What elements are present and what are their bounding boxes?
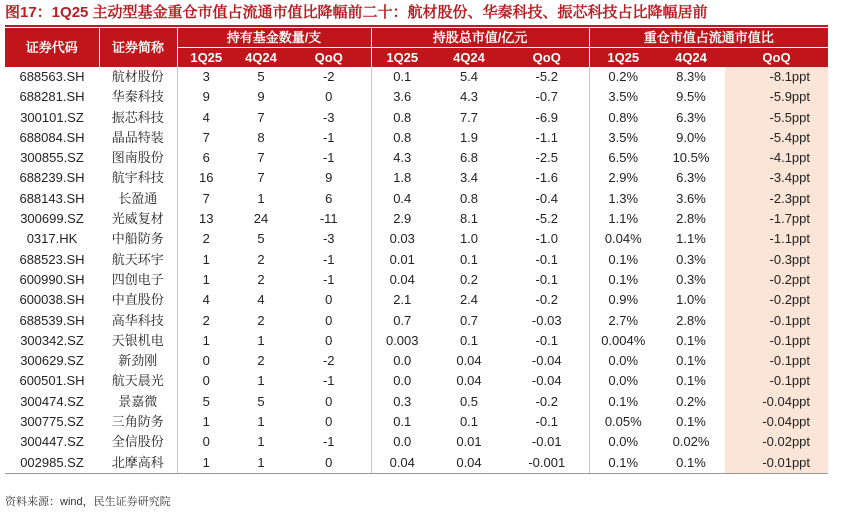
market-value-4q24-cell: 0.04	[433, 453, 505, 474]
market-value-1q25-cell: 0.04	[371, 453, 433, 474]
ratio-1q25-cell: 1.3%	[608, 190, 639, 206]
ratio-4q24-cell: 0.2%	[676, 393, 706, 409]
table-row	[5, 168, 828, 188]
fund-count-qoq-cell: 0	[287, 412, 371, 432]
stock-name-cell: 航宇科技	[99, 168, 177, 188]
subheader-1q25: 1Q25	[177, 48, 235, 68]
market-value-4q24-cell: 3.4	[459, 170, 479, 186]
ratio-qoq-cell: -5.9ppt	[725, 87, 828, 107]
ratio-1q25-cell: 0.0%	[608, 434, 639, 450]
market-value-1q25-cell: 2.9	[393, 211, 412, 227]
table-row	[5, 331, 828, 351]
table-row	[5, 270, 828, 290]
ratio-qoq-cell: -0.1ppt	[725, 311, 828, 331]
market-value-qoq-cell: -0.03	[505, 311, 589, 331]
table-row	[5, 371, 828, 391]
stock-code-cell: 300342.SZ	[20, 332, 84, 348]
market-value-qoq-cell: -5.2	[505, 67, 589, 87]
table-row	[5, 189, 828, 209]
market-value-4q24-cell: 6.8	[459, 150, 479, 166]
ratio-4q24-cell: 8.3%	[676, 69, 706, 84]
ratio-1q25-cell: 0.0%	[608, 373, 639, 389]
table-row	[5, 209, 828, 229]
stock-name-cell: 全信股份	[99, 432, 177, 452]
fund-count-4q24-cell: 1	[257, 332, 265, 348]
fund-count-4q24-cell: 2	[257, 251, 265, 267]
ratio-4q24-cell: 0.3%	[676, 271, 706, 287]
fund-count-1q25-cell: 2	[202, 231, 210, 247]
ratio-qoq-cell: -5.4ppt	[725, 128, 828, 148]
market-value-qoq-cell: -6.9	[505, 108, 589, 128]
market-value-4q24-cell: 0.7	[459, 312, 479, 328]
market-value-1q25-cell: 0.1	[393, 414, 412, 430]
ratio-qoq-cell: -0.1ppt	[725, 331, 828, 351]
table-row	[5, 351, 828, 371]
fund-count-1q25-cell: 13	[199, 211, 214, 227]
ratio-4q24-cell: 0.1%	[676, 353, 706, 369]
fund-count-qoq-cell: -1	[287, 250, 371, 270]
fund-count-1q25-cell: 4	[202, 109, 210, 125]
stock-name-cell: 华秦科技	[99, 87, 177, 107]
fund-count-4q24-cell: 1	[257, 190, 265, 206]
market-value-qoq-cell: -1.1	[505, 128, 589, 148]
ratio-4q24-cell: 2.8%	[676, 312, 706, 328]
fund-count-qoq-cell: -3	[287, 108, 371, 128]
fund-count-qoq-cell: -1	[287, 148, 371, 168]
stock-code-cell: 688281.SH	[19, 89, 85, 105]
ratio-4q24-cell: 1.0%	[676, 292, 706, 308]
fund-count-qoq-cell: -1	[287, 270, 371, 290]
fund-count-4q24-cell: 5	[257, 69, 265, 84]
stock-code-cell: 300101.SZ	[20, 109, 84, 125]
ratio-1q25-cell: 2.9%	[608, 170, 639, 186]
ratio-qoq-cell: -0.1ppt	[725, 371, 828, 391]
market-value-4q24-cell: 0.04	[456, 353, 482, 369]
fund-count-1q25-cell: 0	[202, 434, 210, 450]
stock-code-cell: 688143.SH	[19, 190, 85, 206]
table-row	[5, 67, 828, 87]
header-fund-count: 持有基金数量/支	[177, 28, 371, 48]
header-market-value: 持股总市值/亿元	[371, 28, 589, 48]
market-value-1q25-cell: 0.0	[393, 373, 412, 389]
ratio-1q25-cell: 1.1%	[608, 211, 639, 227]
header-code: 证券代码	[5, 28, 99, 67]
table-body	[5, 67, 828, 473]
market-value-4q24-cell: 0.2	[459, 271, 479, 287]
table-row	[5, 229, 828, 249]
data-table	[5, 28, 828, 474]
stock-code-cell: 300447.SZ	[20, 434, 84, 450]
market-value-1q25-cell: 0.04	[389, 271, 415, 287]
stock-code-cell: 600501.SH	[19, 373, 85, 389]
market-value-1q25-cell: 0.0	[393, 353, 412, 369]
ratio-1q25-cell: 3.5%	[608, 89, 639, 105]
market-value-qoq-cell: -5.2	[505, 209, 589, 229]
market-value-qoq-cell: -0.1	[505, 331, 589, 351]
ratio-4q24-cell: 0.3%	[676, 251, 706, 267]
ratio-4q24-cell: 0.1%	[676, 332, 706, 348]
ratio-4q24-cell: 0.1%	[657, 453, 725, 474]
market-value-4q24-cell: 2.4	[459, 292, 479, 308]
market-value-4q24-cell: 1.9	[459, 129, 479, 145]
stock-name-cell: 航材股份	[99, 67, 177, 87]
fund-count-4q24-cell: 5	[257, 393, 265, 409]
fund-count-qoq-cell: -3	[287, 229, 371, 249]
fund-count-1q25-cell: 6	[202, 150, 210, 166]
market-value-qoq-cell: -0.4	[505, 189, 589, 209]
fund-count-qoq-cell: -2	[287, 351, 371, 371]
ratio-1q25-cell: 0.1%	[608, 393, 639, 409]
ratio-qoq-cell: -0.2ppt	[725, 290, 828, 310]
stock-name-cell: 中直股份	[99, 290, 177, 310]
market-value-qoq-cell: -0.04	[505, 371, 589, 391]
fund-count-qoq-cell: 0	[287, 87, 371, 107]
market-value-1q25-cell: 0.7	[393, 312, 412, 328]
fund-count-qoq-cell: 0	[287, 290, 371, 310]
fund-count-1q25-cell: 16	[199, 170, 214, 186]
fund-count-1q25-cell: 1	[202, 332, 210, 348]
market-value-qoq-cell: -1.0	[505, 229, 589, 249]
market-value-1q25-cell: 2.1	[393, 292, 412, 308]
market-value-4q24-cell: 0.01	[456, 434, 482, 450]
ratio-qoq-cell: -0.1ppt	[725, 351, 828, 371]
fund-count-1q25-cell: 1	[202, 251, 210, 267]
fund-count-4q24-cell: 1	[257, 414, 265, 430]
ratio-1q25-cell: 0.9%	[608, 292, 639, 308]
subheader-1q25: 1Q25	[371, 48, 433, 68]
stock-code-cell: 688523.SH	[19, 251, 85, 267]
ratio-qoq-cell: -3.4ppt	[725, 168, 828, 188]
fund-count-1q25-cell: 4	[202, 292, 210, 308]
table-row	[5, 108, 828, 128]
fund-count-qoq-cell: 0	[287, 453, 371, 474]
fund-count-1q25-cell: 1	[202, 271, 210, 287]
market-value-4q24-cell: 5.4	[459, 69, 479, 84]
ratio-1q25-cell: 2.7%	[608, 312, 639, 328]
market-value-1q25-cell: 0.003	[385, 332, 419, 348]
source-note: 资料来源：wind，民生证券研究院	[5, 496, 171, 508]
fund-count-qoq-cell: -1	[287, 128, 371, 148]
table-row	[5, 311, 828, 331]
stock-code-cell: 300629.SZ	[20, 353, 84, 369]
market-value-4q24-cell: 8.1	[459, 211, 479, 227]
market-value-qoq-cell: -0.1	[505, 412, 589, 432]
ratio-qoq-cell: -2.3ppt	[725, 189, 828, 209]
stock-code-cell: 300775.SZ	[20, 414, 84, 430]
ratio-1q25-cell: 0.04%	[604, 231, 642, 247]
stock-code-cell: 300855.SZ	[20, 150, 84, 166]
ratio-1q25-cell: 6.5%	[608, 150, 639, 166]
table-row	[5, 128, 828, 148]
market-value-qoq-cell: -0.1	[505, 250, 589, 270]
market-value-1q25-cell: 3.6	[393, 89, 412, 105]
ratio-qoq-cell: -0.2ppt	[725, 270, 828, 290]
ratio-1q25-cell: 0.1%	[608, 271, 639, 287]
market-value-4q24-cell: 0.5	[459, 393, 479, 409]
ratio-4q24-cell: 0.1%	[676, 373, 706, 389]
subheader-1q25: 1Q25	[589, 48, 657, 68]
stock-code-cell: 600990.SH	[19, 271, 85, 287]
title-rule	[5, 25, 828, 27]
stock-code-cell: 0317.HK	[26, 231, 78, 247]
fund-count-4q24-cell: 7	[257, 109, 265, 125]
market-value-1q25-cell: 1.8	[393, 170, 412, 186]
ratio-qoq-cell: -1.7ppt	[725, 209, 828, 229]
table-row	[5, 250, 828, 270]
stock-code-cell: 688239.SH	[19, 170, 85, 186]
ratio-1q25-cell: 0.2%	[608, 69, 639, 84]
ratio-4q24-cell: 9.5%	[676, 89, 706, 105]
stock-name-cell: 景嘉微	[99, 392, 177, 412]
market-value-4q24-cell: 1.0	[459, 231, 479, 247]
fund-count-1q25-cell: 1	[177, 453, 235, 474]
fund-count-4q24-cell: 4	[257, 292, 265, 308]
ratio-4q24-cell: 10.5%	[672, 150, 710, 166]
subheader-qoq: QoQ	[725, 48, 828, 68]
stock-name-cell: 天银机电	[99, 331, 177, 351]
fund-count-4q24-cell: 1	[235, 453, 287, 474]
fund-count-1q25-cell: 1	[202, 414, 210, 430]
stock-name-cell: 三角防务	[99, 412, 177, 432]
subheader-4q24: 4Q24	[657, 48, 725, 68]
market-value-1q25-cell: 0.01	[389, 251, 415, 267]
ratio-4q24-cell: 6.3%	[676, 170, 706, 186]
fund-count-qoq-cell: -1	[287, 432, 371, 452]
ratio-qoq-cell: -0.3ppt	[725, 250, 828, 270]
header-ratio: 重仓市值占流通市值比	[589, 28, 828, 48]
fund-count-4q24-cell: 2	[257, 271, 265, 287]
fund-count-4q24-cell: 7	[257, 150, 265, 166]
market-value-qoq-cell: -2.5	[505, 148, 589, 168]
ratio-qoq-cell: -0.02ppt	[725, 432, 828, 452]
ratio-qoq-cell: -0.04ppt	[725, 392, 828, 412]
stock-code-cell: 002985.SZ	[5, 453, 99, 474]
market-value-qoq-cell: -0.04	[505, 351, 589, 371]
ratio-4q24-cell: 0.1%	[676, 414, 706, 430]
fund-count-qoq-cell: -2	[287, 67, 371, 87]
market-value-4q24-cell: 0.1	[459, 332, 479, 348]
fund-count-4q24-cell: 9	[257, 89, 265, 105]
stock-code-cell: 688084.SH	[19, 129, 85, 145]
fund-count-qoq-cell: -11	[287, 209, 371, 229]
stock-name-cell: 图南股份	[99, 148, 177, 168]
stock-name-cell: 振芯科技	[99, 108, 177, 128]
fund-count-1q25-cell: 0	[202, 353, 210, 369]
subheader-qoq: QoQ	[505, 48, 589, 68]
stock-name-cell: 光威复材	[99, 209, 177, 229]
market-value-4q24-cell: 0.1	[459, 414, 479, 430]
market-value-1q25-cell: 0.4	[393, 190, 412, 206]
fund-count-4q24-cell: 1	[257, 373, 265, 389]
fund-count-1q25-cell: 2	[202, 312, 210, 328]
subheader-4q24: 4Q24	[235, 48, 287, 68]
fund-count-4q24-cell: 2	[257, 353, 265, 369]
stock-name-cell: 新劲刚	[99, 351, 177, 371]
figure-title: 图17：1Q25 主动型基金重仓市值占流通市值比降幅前二十：航材股份、华秦科技、振芯科技占比降幅居前	[5, 4, 708, 21]
ratio-1q25-cell: 0.004%	[601, 332, 646, 348]
stock-code-cell: 300474.SZ	[20, 393, 84, 409]
subheader-4q24: 4Q24	[433, 48, 505, 68]
ratio-4q24-cell: 2.8%	[676, 211, 706, 227]
fund-count-4q24-cell: 5	[257, 231, 265, 247]
market-value-qoq-cell: -0.7	[505, 87, 589, 107]
market-value-qoq-cell: -1.6	[505, 168, 589, 188]
market-value-qoq-cell: -0.2	[505, 290, 589, 310]
table-row	[5, 87, 828, 107]
market-value-1q25-cell: 0.8	[393, 129, 412, 145]
stock-name-cell: 晶品特装	[99, 128, 177, 148]
stock-name-cell: 中船防务	[99, 229, 177, 249]
ratio-1q25-cell: 0.8%	[608, 109, 639, 125]
ratio-4q24-cell: 9.0%	[676, 129, 706, 145]
ratio-qoq-cell: -0.04ppt	[725, 412, 828, 432]
ratio-qoq-cell: -8.1ppt	[725, 67, 828, 87]
subheader-qoq: QoQ	[287, 48, 371, 68]
fund-count-1q25-cell: 0	[202, 373, 210, 389]
market-value-4q24-cell: 4.3	[459, 89, 479, 105]
ratio-1q25-cell: 0.0%	[608, 353, 639, 369]
header-name: 证券简称	[99, 28, 177, 67]
fund-count-4q24-cell: 2	[257, 312, 265, 328]
market-value-1q25-cell: 0.03	[389, 231, 415, 247]
fund-count-qoq-cell: 0	[287, 311, 371, 331]
market-value-qoq-cell: -0.001	[505, 453, 589, 474]
stock-name-cell: 北摩高科	[99, 453, 177, 474]
market-value-qoq-cell: -0.1	[505, 270, 589, 290]
market-value-4q24-cell: 0.8	[459, 190, 479, 206]
fund-count-qoq-cell: 6	[287, 189, 371, 209]
fund-count-qoq-cell: 0	[287, 392, 371, 412]
market-value-1q25-cell: 4.3	[393, 150, 412, 166]
market-value-1q25-cell: 0.0	[393, 434, 412, 450]
ratio-4q24-cell: 0.02%	[672, 434, 710, 450]
fund-count-qoq-cell: 9	[287, 168, 371, 188]
stock-name-cell: 航天晨光	[99, 371, 177, 391]
ratio-1q25-cell: 3.5%	[608, 129, 639, 145]
ratio-4q24-cell: 6.3%	[676, 109, 706, 125]
market-value-1q25-cell: 0.3	[393, 393, 412, 409]
ratio-qoq-cell: -1.1ppt	[725, 229, 828, 249]
stock-code-cell: 688563.SH	[19, 69, 85, 84]
ratio-4q24-cell: 3.6%	[676, 190, 706, 206]
fund-count-1q25-cell: 9	[202, 89, 210, 105]
ratio-4q24-cell: 1.1%	[676, 231, 706, 247]
fund-count-qoq-cell: 0	[287, 331, 371, 351]
table-row	[5, 412, 828, 432]
market-value-4q24-cell: 0.1	[459, 251, 479, 267]
ratio-1q25-cell: 0.05%	[604, 414, 642, 430]
market-value-4q24-cell: 0.04	[456, 373, 482, 389]
stock-code-cell: 300699.SZ	[20, 211, 84, 227]
fund-count-4q24-cell: 24	[253, 211, 269, 227]
ratio-qoq-cell: -5.5ppt	[725, 108, 828, 128]
table-row	[5, 148, 828, 168]
stock-name-cell: 航天环宇	[99, 250, 177, 270]
table-row	[5, 392, 828, 412]
fund-count-4q24-cell: 1	[257, 434, 265, 450]
market-value-1q25-cell: 0.1	[393, 69, 412, 84]
stock-code-cell: 600038.SH	[19, 292, 85, 308]
fund-count-4q24-cell: 7	[257, 170, 265, 186]
table-row	[5, 290, 828, 310]
stock-code-cell: 688539.SH	[19, 312, 85, 328]
market-value-qoq-cell: -0.01	[505, 432, 589, 452]
ratio-1q25-cell: 0.1%	[589, 453, 657, 474]
fund-count-1q25-cell: 3	[202, 69, 210, 84]
fund-count-1q25-cell: 5	[202, 393, 210, 409]
ratio-qoq-cell: -0.01ppt	[725, 453, 828, 474]
ratio-1q25-cell: 0.1%	[608, 251, 639, 267]
fund-count-qoq-cell: -1	[287, 371, 371, 391]
market-value-qoq-cell: -0.2	[505, 392, 589, 412]
ratio-qoq-cell: -4.1ppt	[725, 148, 828, 168]
stock-name-cell: 四创电子	[99, 270, 177, 290]
fund-count-4q24-cell: 8	[257, 129, 265, 145]
fund-count-1q25-cell: 7	[202, 190, 210, 206]
stock-name-cell: 长盈通	[99, 189, 177, 209]
market-value-1q25-cell: 0.8	[393, 109, 412, 125]
market-value-4q24-cell: 7.7	[459, 109, 479, 125]
fund-count-1q25-cell: 7	[202, 129, 210, 145]
table-row	[5, 432, 828, 452]
table-row	[5, 453, 828, 474]
stock-name-cell: 高华科技	[99, 311, 177, 331]
